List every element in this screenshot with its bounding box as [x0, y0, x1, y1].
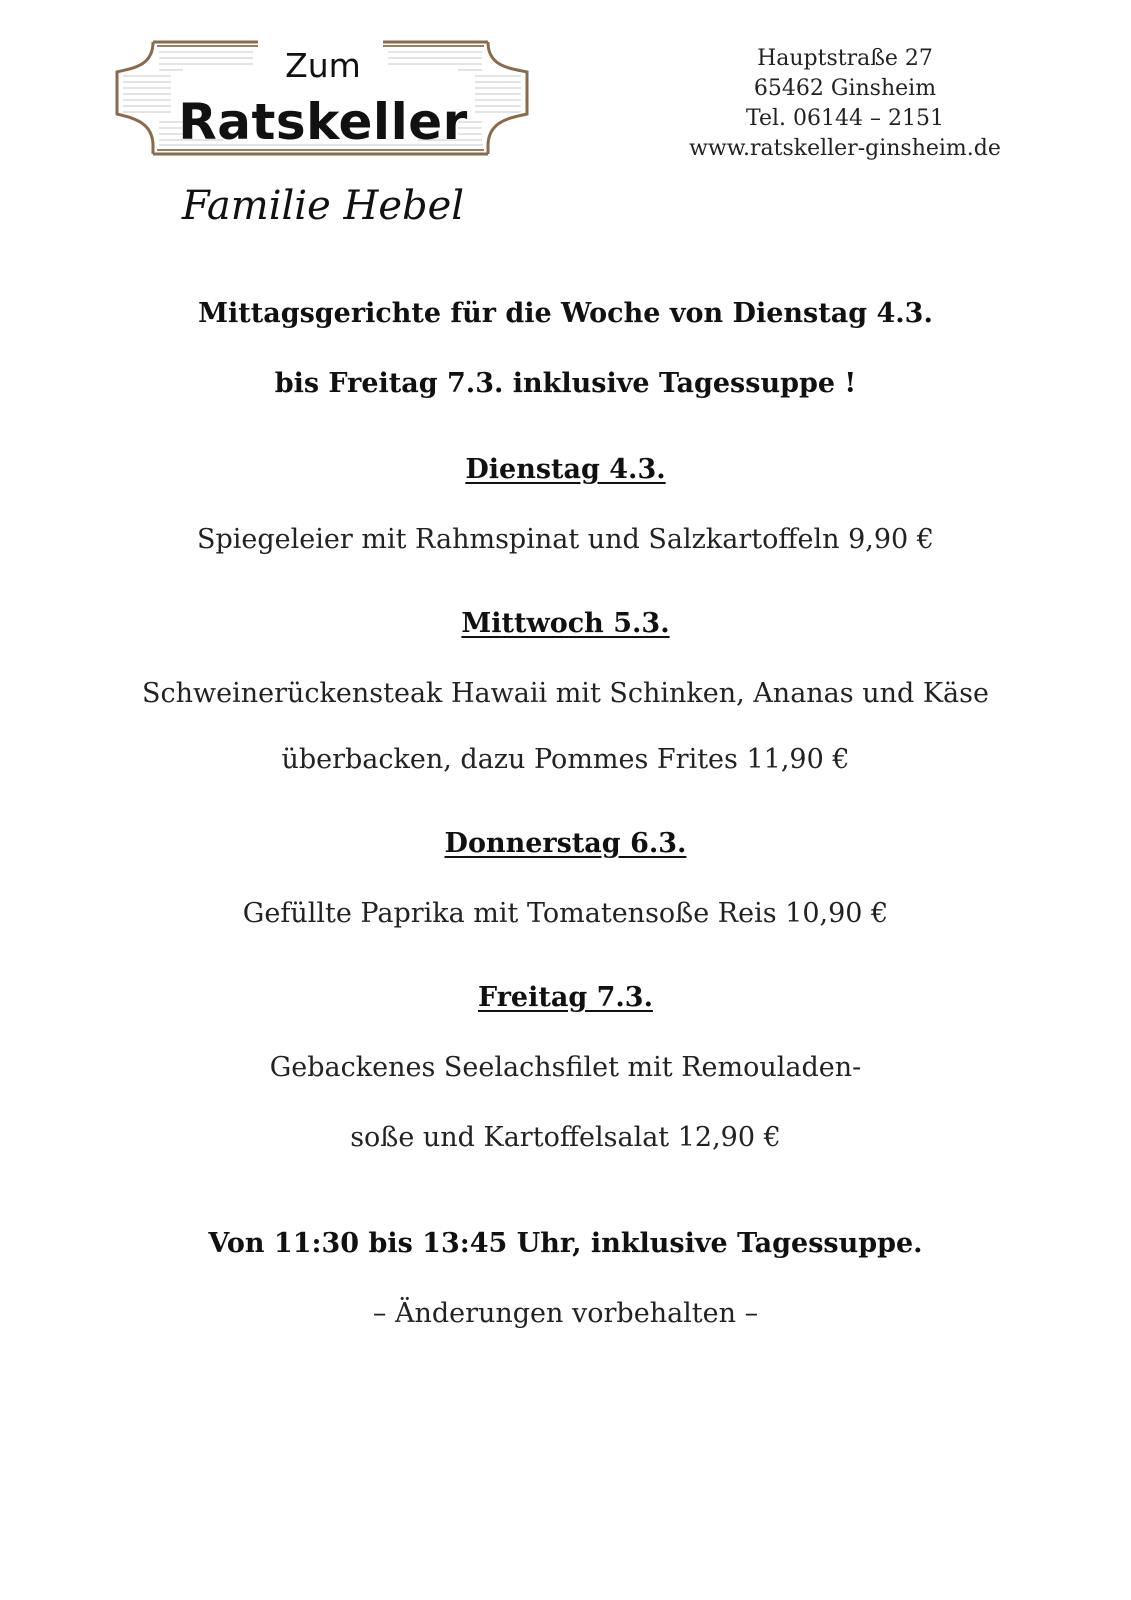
- dish-tuesday: Spiegeleier mit Rahmspinat und Salzkartoffeln 9,90 €: [197, 524, 934, 555]
- logo-restaurant-name: Ratskeller: [178, 93, 468, 151]
- menu-heading-line-2: bis Freitag 7.3. inklusive Tagessuppe !: [274, 368, 857, 399]
- dish-wednesday-line-2: überbacken, dazu Pommes Frites 11,90 €: [281, 744, 850, 775]
- address-phone: Tel. 06144 – 2151: [746, 106, 944, 131]
- logo-family-name: Familie Hebel: [181, 183, 465, 229]
- address-street: Hauptstraße 27: [757, 46, 933, 71]
- day-title-friday: Freitag 7.3.: [478, 982, 653, 1013]
- day-title-thursday: Donnerstag 6.3.: [444, 828, 687, 859]
- address-city: 65462 Ginsheim: [753, 76, 937, 101]
- day-title-tuesday: Dienstag 4.3.: [465, 454, 666, 485]
- dish-friday-line-1: Gebackenes Seelachsfilet mit Remouladen-: [269, 1052, 862, 1083]
- dish-wednesday-line-1: Schweinerückensteak Hawaii mit Schinken, Ananas und Käse: [142, 678, 989, 709]
- dish-friday-line-2: soße und Kartoffelsalat 12,90 €: [350, 1122, 781, 1153]
- logo-zum-text: Zum: [285, 46, 361, 85]
- serving-hours: Von 11:30 bis 13:45 Uhr, inklusive Tagessuppe.: [208, 1228, 923, 1259]
- address-website: www.ratskeller-ginsheim.de: [689, 136, 1001, 161]
- restaurant-logo: [113, 26, 533, 229]
- changes-reserved-note: – Änderungen vorbehalten –: [372, 1298, 759, 1329]
- address-block: [660, 44, 1030, 164]
- day-title-wednesday: Mittwoch 5.3.: [461, 608, 670, 639]
- dish-thursday: Gefüllte Paprika mit Tomatensoße Reis 10,90 €: [242, 898, 889, 929]
- menu-heading-line-1: Mittagsgerichte für die Woche von Dienstag 4.3.: [198, 298, 933, 329]
